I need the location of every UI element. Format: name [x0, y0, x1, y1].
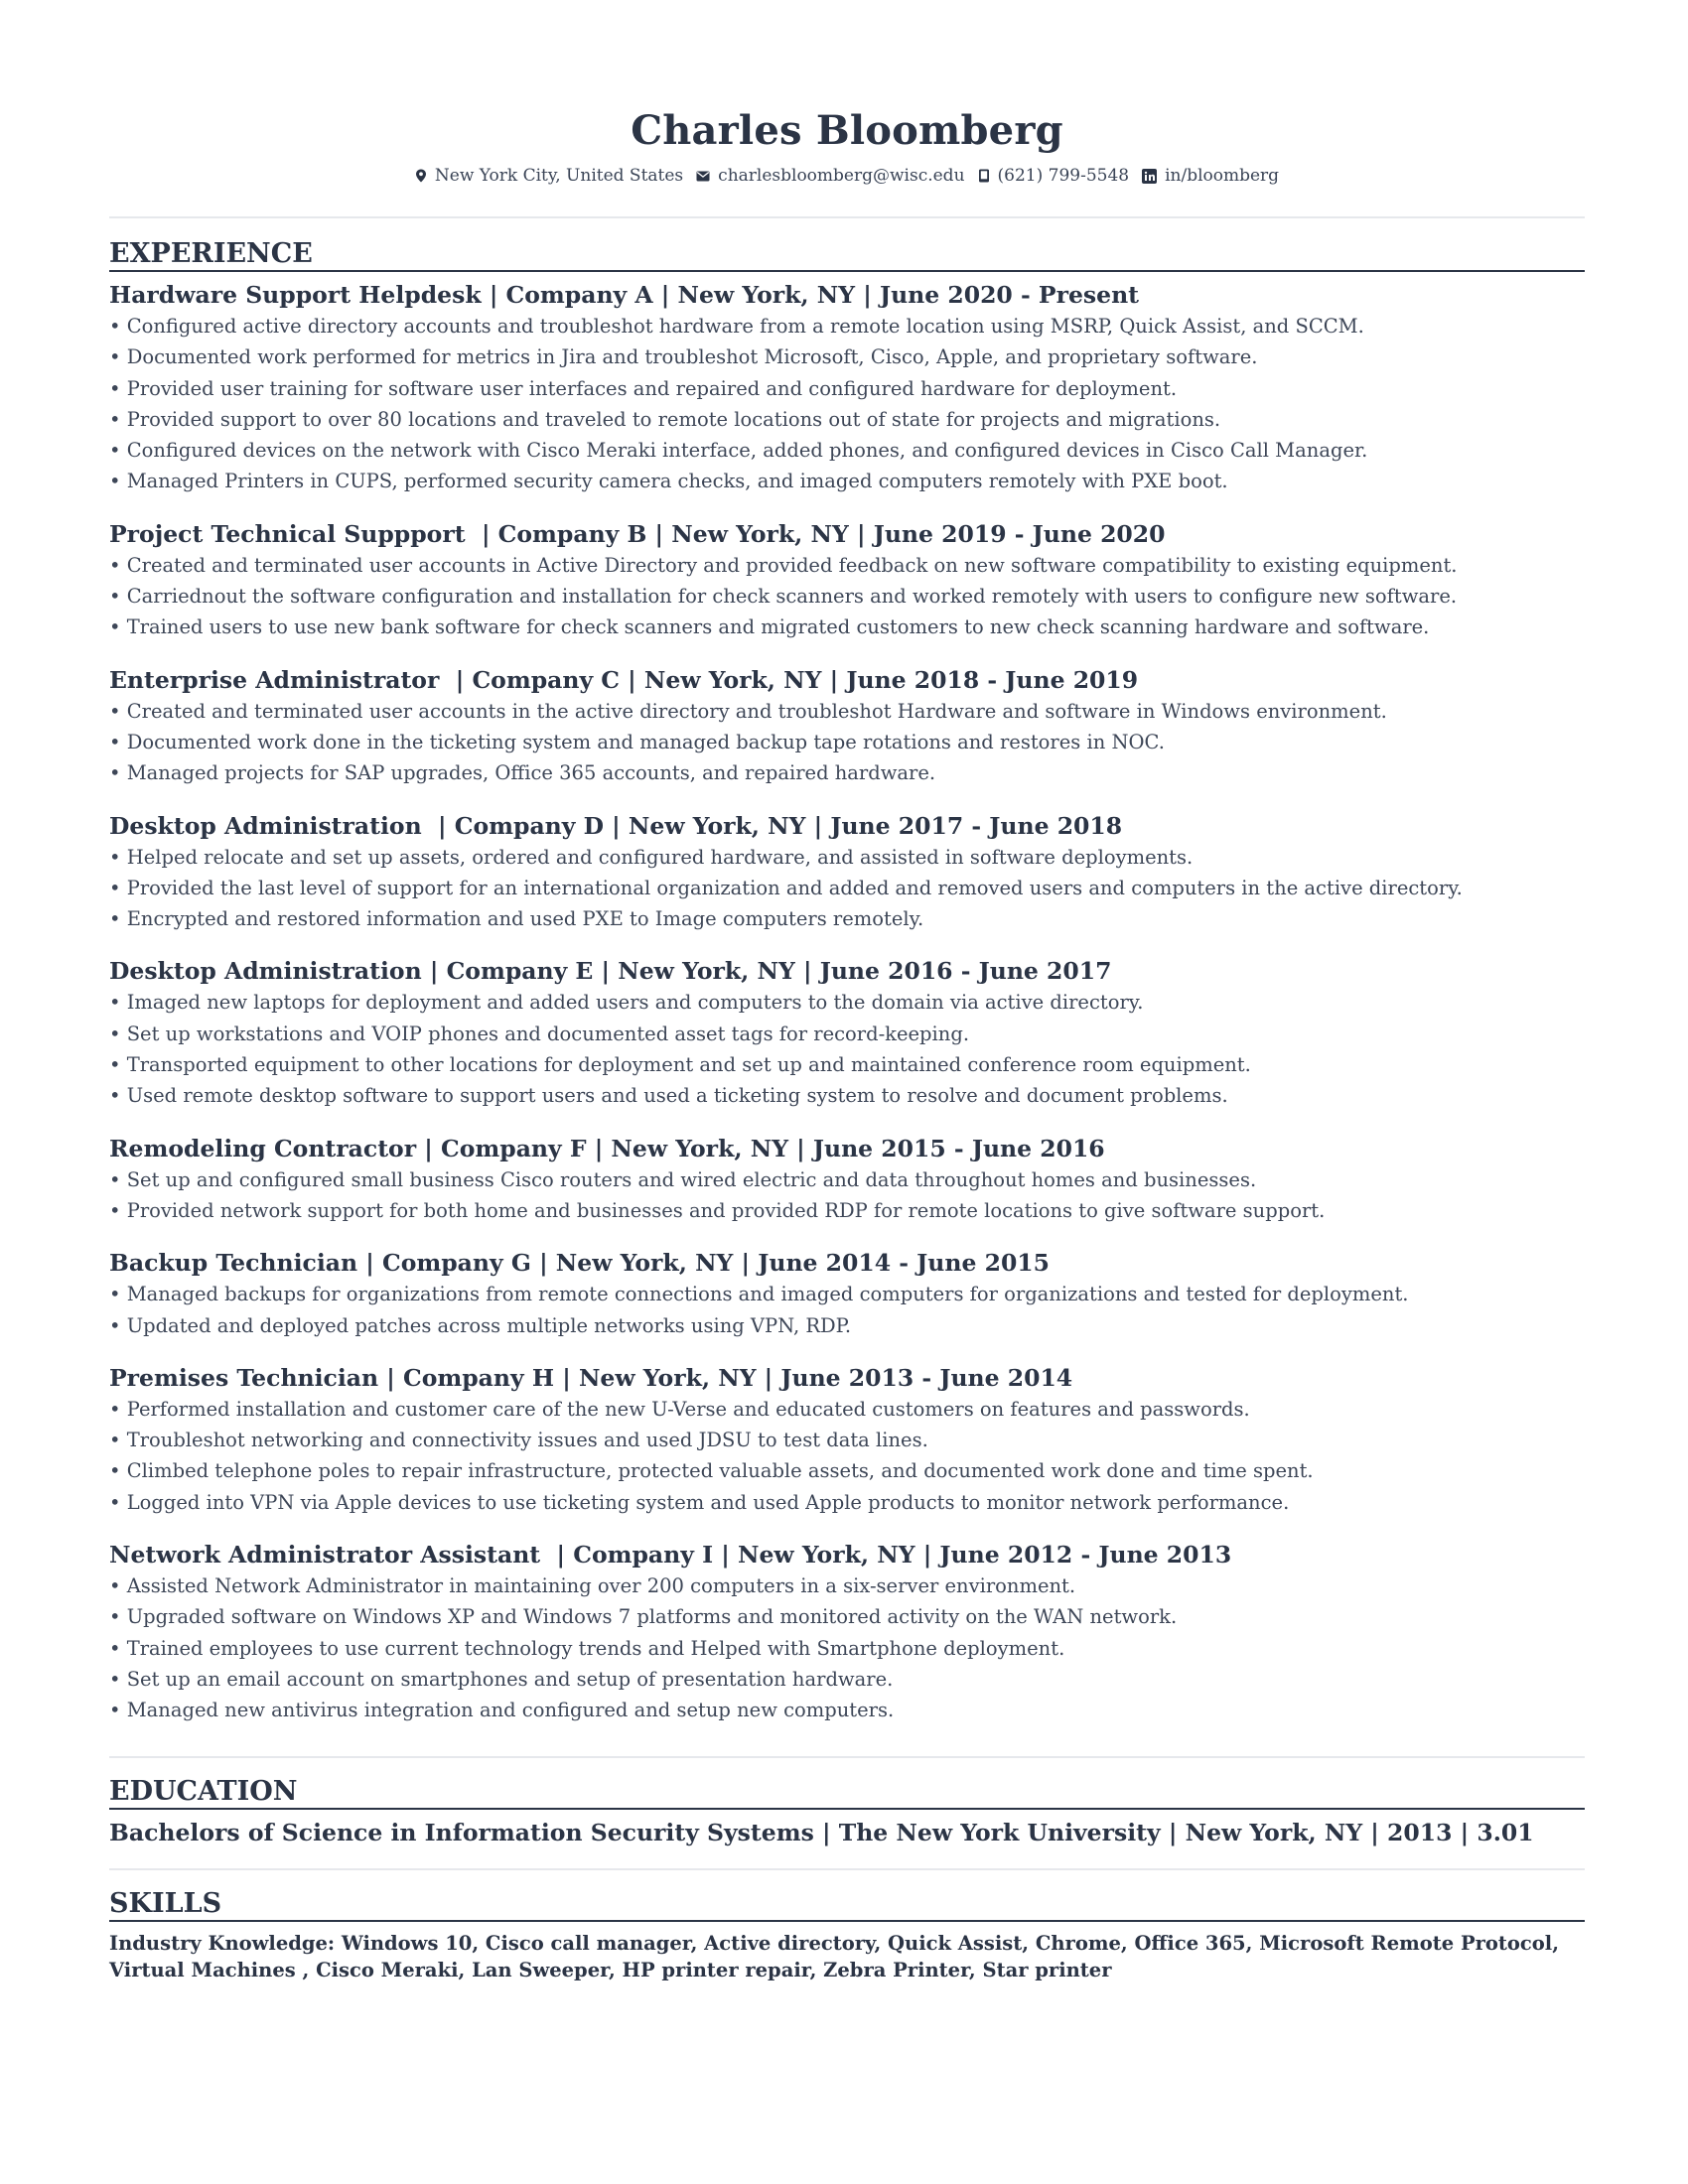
job-title: Network Administrator Assistant | Company I | New York, NY | June 2012 - June 2013: [109, 1541, 1232, 1570]
job-bullet: • Set up and configured small business Cisco routers and wired electric and data throughout homes and businesses.: [109, 1167, 1257, 1191]
job-bullet: • Troubleshot networking and connectivity issues and used JDSU to test data lines.: [109, 1429, 928, 1452]
job-bullet: • Assisted Network Administrator in maintaining over 200 computers in a six-server environment.: [109, 1574, 1076, 1598]
skills-heading: SKILLS: [109, 1887, 222, 1919]
experience-heading: EXPERIENCE: [109, 238, 313, 269]
job-bullet: • Provided the last level of support for an international organization and added and removed users and computers in the active directory.: [109, 876, 1463, 899]
skills-entry: Industry Knowledge: Windows 10, Cisco call manager, Active directory, Quick Assist, Chrome, Office 365, Microsoft Remote Protocol, Virtual Machines , Cisco Meraki, Lan Sweeper, HP printer repair, Zebra Printer, Star printer: [109, 1931, 1559, 1981]
job-bullet: • Configured devices on the network with Cisco Meraki interface, added phones, and configured devices in Cisco Call Manager.: [109, 439, 1368, 463]
job-title: Project Technical Suppport | Company B | New York, NY | June 2019 - June 2020: [109, 519, 1166, 548]
phone-text[interactable]: (621) 799-5548: [997, 166, 1130, 186]
job-bullet: • Helped relocate and set up assets, ordered and configured hardware, and assisted in software deployments.: [109, 845, 1194, 869]
email-text[interactable]: charlesbloomberg@wisc.edu: [718, 166, 965, 186]
linkedin-icon: [1142, 169, 1157, 184]
job-entry: [109, 1540, 1585, 1725]
location-text: New York City, United States: [434, 166, 684, 186]
job-entry: [109, 280, 1585, 497]
phone-icon: [978, 169, 990, 183]
header-divider: [109, 216, 1585, 218]
job-bullet: • Created and terminated user accounts in the active directory and troubleshot Hardware and software in Windows environment.: [109, 699, 1387, 723]
job-entry: [109, 1134, 1585, 1227]
job-bullet: • Documented work done in the ticketing system and managed backup tape rotations and restores in NOC.: [109, 730, 1165, 753]
job-bullet: • Set up an email account on smartphones and setup of presentation hardware.: [109, 1667, 894, 1691]
job-title: Desktop Administration | Company E | New York, NY | June 2016 - June 2017: [109, 957, 1112, 986]
skills-divider: [109, 1868, 1585, 1870]
job-entry: [109, 665, 1585, 789]
job-bullet: • Set up workstations and VOIP phones and documented asset tags for record-keeping.: [109, 1022, 970, 1045]
job-bullet: • Created and terminated user accounts in Active Directory and provided feedback on new software compatibility to existing equipment.: [109, 553, 1458, 577]
job-bullet: • Trained users to use new bank software for check scanners and migrated customers to new check scanning hardware and software.: [109, 615, 1430, 639]
job-title: Backup Technician | Company G | New York, NY | June 2014 - June 2015: [109, 1249, 1051, 1278]
job-entry: [109, 1363, 1585, 1518]
job-entry: [109, 1248, 1585, 1341]
job-bullet: • Provided support to over 80 locations and traveled to remote locations out of state for projects and migrations.: [109, 407, 1221, 431]
job-bullet: • Encrypted and restored information and used PXE to Image computers remotely.: [109, 907, 924, 931]
contact-phone[interactable]: [978, 163, 1130, 189]
location-pin-icon: [415, 169, 427, 183]
job-bullet: • Managed new antivirus integration and configured and setup new computers.: [109, 1699, 895, 1722]
job-bullet: • Managed Printers in CUPS, performed security camera checks, and imaged computers remotely with PXE boot.: [109, 470, 1228, 493]
job-bullet: • Logged into VPN via Apple devices to use ticketing system and used Apple products to monitor network performance.: [109, 1490, 1290, 1514]
education-divider: [109, 1756, 1585, 1758]
job-bullet: • Managed backups for organizations from remote connections and imaged computers for organizations and tested for deployment.: [109, 1283, 1409, 1306]
job-title: Hardware Support Helpdesk | Company A | New York, NY | June 2020 - Present: [109, 281, 1140, 309]
job-bullet: • Climbed telephone poles to repair infrastructure, protected valuable assets, and documented work done and time spent.: [109, 1459, 1314, 1483]
job-title: Enterprise Administrator | Company C | New York, NY | June 2018 - June 2019: [109, 665, 1139, 694]
job-bullet: • Updated and deployed patches across multiple networks using VPN, RDP.: [109, 1313, 852, 1337]
contact-linkedin[interactable]: [1142, 163, 1279, 189]
job-bullet: • Used remote desktop software to support users and used a ticketing system to resolve and document problems.: [109, 1084, 1228, 1108]
job-bullet: • Managed projects for SAP upgrades, Office 365 accounts, and repaired hardware.: [109, 761, 936, 785]
job-bullet: • Carriednout the software configuration and installation for check scanners and worked remotely with users to configure new software.: [109, 585, 1458, 609]
job-bullet: • Provided network support for both home and businesses and provided RDP for remote locations to give software support.: [109, 1198, 1326, 1222]
job-bullet: • Transported equipment to other locations for deployment and set up and maintained conference room equipment.: [109, 1053, 1251, 1077]
job-bullet: • Upgraded software on Windows XP and Windows 7 platforms and monitored activity on the WAN network.: [109, 1605, 1178, 1629]
job-title: Desktop Administration | Company D | New York, NY | June 2017 - June 2018: [109, 811, 1123, 840]
job-bullet: • Configured active directory accounts and troubleshot hardware from a remote location using MSRP, Quick Assist, and SCCM.: [109, 315, 1364, 338]
linkedin-text[interactable]: in/bloomberg: [1165, 166, 1280, 186]
job-bullet: • Provided user training for software user interfaces and repaired and configured hardware for deployment.: [109, 376, 1178, 400]
job-entry: [109, 811, 1585, 935]
job-bullet: • Documented work performed for metrics in Jira and troubleshot Microsoft, Cisco, Apple, and proprietary software.: [109, 345, 1258, 369]
education-heading: EDUCATION: [109, 1775, 298, 1807]
job-bullet: • Trained employees to use current technology trends and Helped with Smartphone deployment.: [109, 1636, 1065, 1660]
skills-rule: [109, 1920, 1585, 1922]
resume-page: [109, 0, 1585, 1983]
job-bullet: • Imaged new laptops for deployment and added users and computers to the domain via active directory.: [109, 991, 1144, 1015]
job-bullet: • Performed installation and customer care of the new U-Verse and educated customers on features and passwords.: [109, 1397, 1250, 1421]
contact-bar: [109, 163, 1585, 189]
mail-icon: [696, 171, 710, 182]
job-title: Premises Technician | Company H | New York, NY | June 2013 - June 2014: [109, 1363, 1073, 1392]
experience-rule: [109, 270, 1585, 272]
education-entry: Bachelors of Science in Information Security Systems | The New York University | New York, NY | 2013 | 3.01: [109, 1818, 1534, 1846]
job-entry: [109, 956, 1585, 1111]
experience-list: [109, 280, 1585, 1726]
education-rule: [109, 1808, 1585, 1810]
job-entry: [109, 519, 1585, 643]
job-title: Remodeling Contractor | Company F | New York, NY | June 2015 - June 2016: [109, 1134, 1105, 1162]
contact-email[interactable]: [696, 163, 964, 189]
contact-location: [415, 163, 683, 189]
candidate-name: Charles Bloomberg: [631, 107, 1063, 154]
